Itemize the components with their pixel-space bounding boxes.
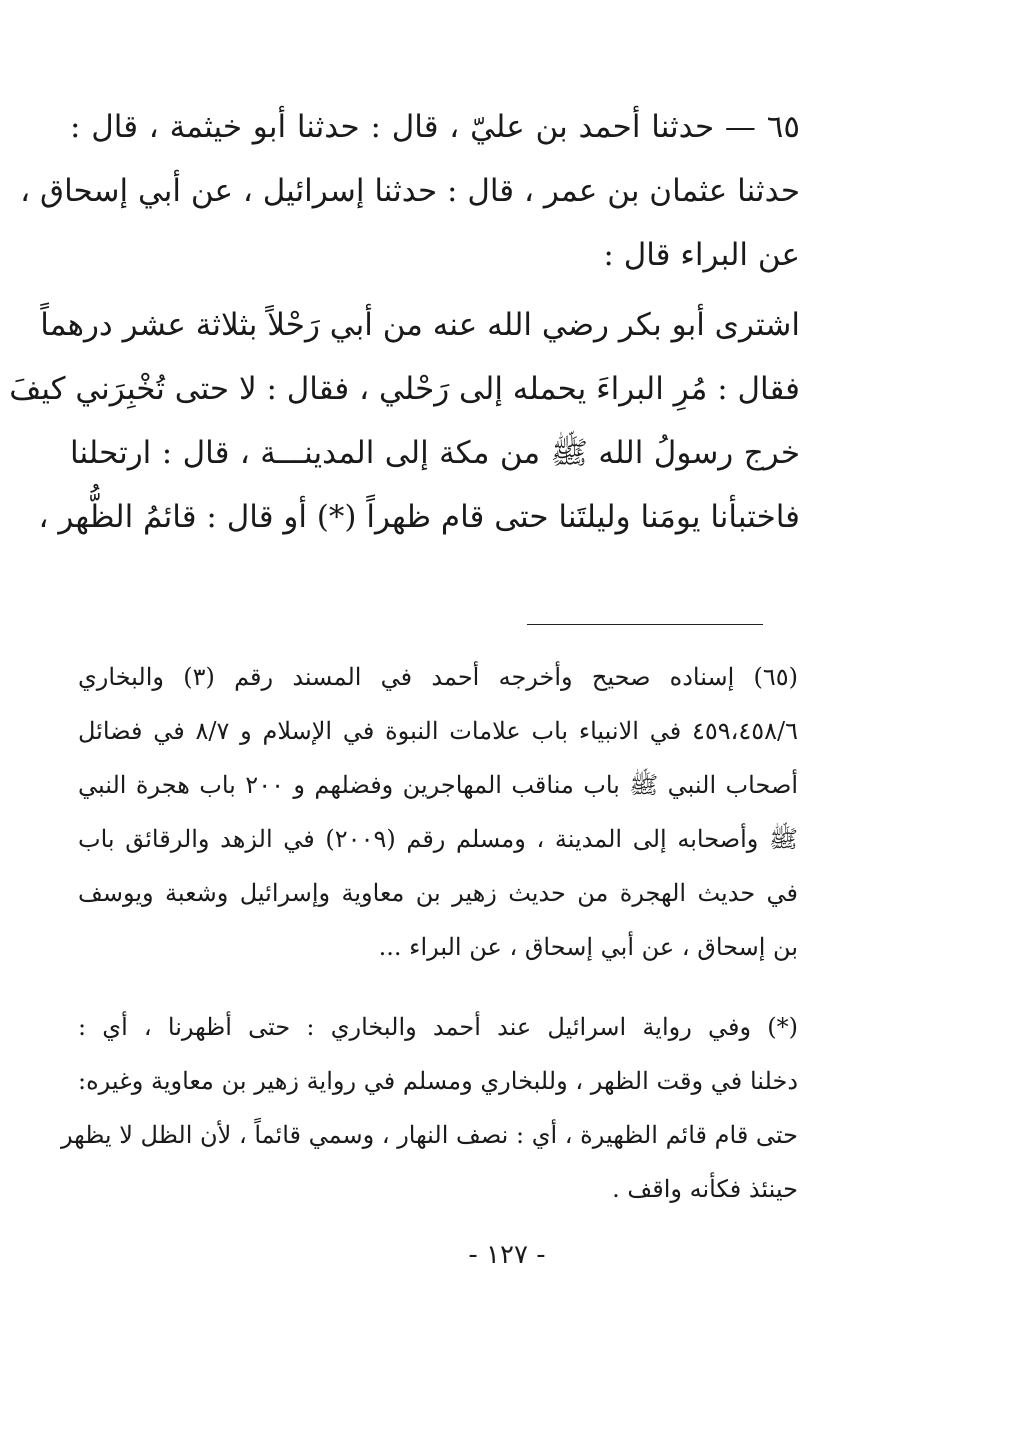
- footnote-line: دخلنا في وقت الظهر ، وللبخاري ومسلم في رواية زهير بن معاوية وغيره:: [78, 1067, 798, 1095]
- footnote-line: بن إسحاق ، عن أبي إسحاق ، عن البراء ...: [378, 933, 798, 961]
- footnote-line: ٤٥٩،٤٥٨/٦ في الانبياء باب علامات النبوة في الإسلام و ٨/٧ في فضائل: [78, 717, 799, 745]
- hadith-body-line: فقال : مُرِ البراءَ يحمله إلى رَحْلي ، فقال : لا حتى تُخْبِرَني كيفَ: [9, 371, 800, 407]
- footnote-line: (٦٥) إسناده صحيح وأخرجه أحمد في المسند رقم (٣) والبخاري: [78, 663, 799, 691]
- footnote-line: حينئذ فكأنه واقف .: [612, 1175, 798, 1203]
- hadith-body-line: اشترى أبو بكر رضي الله عنه من أبي رَحْلاً بثلاثة عشر درهماً: [40, 307, 800, 343]
- page-number: - ١٢٧ -: [468, 1240, 546, 1270]
- hadith-body-line: فاختبأنا يومَنا وليلتَنا حتى قام ظهراً (*) أو قال : قائمُ الظُّهر ،: [38, 499, 800, 535]
- footnote-line: في حديث الهجرة من حديث زهير بن معاوية وإسرائيل وشعبة ويوسف: [78, 879, 798, 907]
- footnote-line: حتى قام قائم الظهيرة ، أي : نصف النهار ، وسمي قائماً ، لأن الظل لا يظهر: [60, 1121, 798, 1149]
- footnote-1: [78, 650, 798, 974]
- footnote-line: أصحاب النبي ﷺ باب مناقب المهاجرين وفضلهم و ٢٠٠ باب هجرة النبي: [78, 771, 798, 799]
- hadith-body-line: خرج رسولُ الله ﷺ من مكة إلى المدينـــة ، قال : ارتحلنا: [70, 435, 800, 471]
- footnote-line: (*) وفي رواية اسرائيل عند أحمد والبخاري : حتى أظهرنا ، أي :: [78, 1013, 798, 1041]
- hadith-line: ٦٥ — حدثنا أحمد بن عليّ ، قال : حدثنا أبو خيثمة ، قال :: [70, 109, 800, 145]
- hadith-line: عن البراء قال :: [603, 237, 800, 273]
- hadith-line: حدثنا عثمان بن عمر ، قال : حدثنا إسرائيل ، عن أبي إسحاق ،: [20, 173, 800, 209]
- footnote-2: [60, 1000, 798, 1216]
- footnote-line: ﷺ وأصحابه إلى المدينة ، ومسلم رقم (٢٠٠٩) في الزهد والرقائق باب: [78, 825, 798, 853]
- hadith-text: [9, 95, 800, 549]
- footnote-separator: [527, 624, 763, 625]
